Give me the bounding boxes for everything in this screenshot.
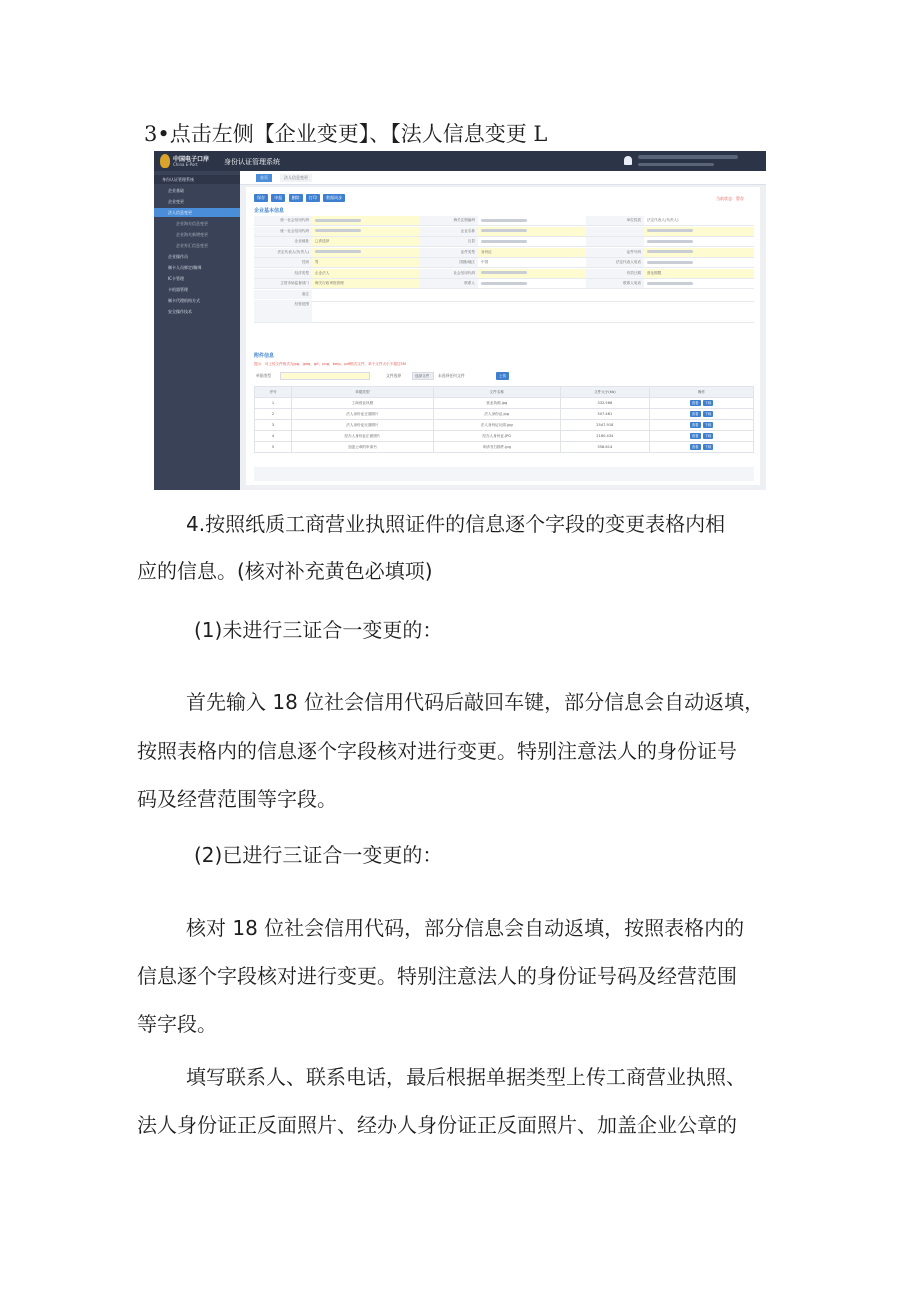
doc-type-label: 单据类型 (256, 373, 272, 378)
table-cell: 4 (255, 431, 292, 442)
step4-line1: 4.按照纸质工商营业执照证件的信息逐个字段的变更表格内相 (186, 512, 726, 536)
table-empty-area (254, 467, 754, 481)
logo-subtext: China E-Port (173, 162, 198, 167)
download-button[interactable]: 下载 (704, 445, 712, 449)
login-time-redacted (638, 163, 714, 166)
form-label: 法定代表人(负责人) (254, 248, 312, 257)
sidebar-item[interactable]: 身份认证管理系统 (154, 175, 240, 184)
main-content (246, 187, 760, 485)
step4-line2: 应的信息。(核对补充黄色必填项) (137, 559, 433, 583)
form-field[interactable] (312, 227, 420, 236)
form-field[interactable] (644, 248, 754, 257)
table-actions (650, 431, 754, 442)
form-field[interactable]: 中国 (481, 260, 489, 264)
eport-logo-icon (160, 154, 170, 168)
upload-row (254, 371, 754, 381)
case2-line1: 核对 18 位社会信用代码，部分信息会自动返填，按照表格内的 (186, 916, 745, 940)
sidebar-item[interactable]: 企业海关信息变更 (176, 221, 208, 226)
form-field[interactable]: 企业法人 (312, 269, 420, 278)
form-row (254, 216, 754, 226)
sidebar-item[interactable]: 企业外汇信息变更 (176, 243, 208, 248)
table-cell: 307.461 (560, 409, 649, 420)
logo-text: 中国电子口岸 (173, 156, 210, 163)
sidebar-item[interactable]: 制卡人员绑定/解绑 (168, 265, 202, 270)
redacted-value (481, 271, 527, 274)
sidebar-item[interactable]: 卡机器管理 (168, 287, 188, 292)
redacted-value (647, 282, 693, 285)
save-button[interactable]: 保存 (254, 194, 268, 202)
form-row (254, 248, 754, 258)
table-cell: 332.566 (560, 398, 649, 409)
form-label: 社会信用代码 (420, 269, 478, 278)
form-field[interactable]: 法定代表人(负责人) (647, 218, 679, 222)
fill-line2: 法人身份证正反面照片、经办人身份证正反面照片、加盖企业公章的 (137, 1113, 737, 1137)
form-label: 区县 (420, 237, 478, 246)
sidebar-item[interactable]: 制卡代理机构方式 (168, 298, 200, 303)
table-cell: 法人身份证.jpg (433, 409, 560, 420)
basic-info-title: 企业基本信息 (254, 208, 285, 214)
form-field[interactable] (644, 279, 754, 288)
tab-home[interactable]: 首页 (256, 174, 272, 182)
view-button[interactable]: 查看 (691, 434, 699, 438)
redacted-value (647, 229, 693, 232)
form-field[interactable] (312, 248, 420, 257)
sidebar-item[interactable]: 安全操作技术 (168, 309, 192, 314)
table-cell: 3 (255, 420, 292, 431)
table-cell: 2 (255, 409, 292, 420)
sidebar-item[interactable]: 企业操作员 (168, 254, 188, 259)
download-button[interactable]: 下载 (704, 401, 712, 405)
form-row (254, 300, 754, 323)
download-button[interactable]: 下载 (704, 434, 712, 438)
form-field[interactable]: 男 (312, 258, 420, 267)
form-label: 经营范围 (254, 300, 312, 322)
table-row (255, 409, 754, 420)
table-actions (650, 409, 754, 420)
table-cell: 工商营业执照 (292, 398, 434, 409)
table-actions (650, 398, 754, 409)
table-cell: 5 (255, 442, 292, 453)
upload-button[interactable]: 上传 (496, 372, 509, 380)
view-button[interactable]: 查看 (691, 445, 699, 449)
form-label: 企业地址 (254, 237, 312, 246)
redacted-value (481, 219, 527, 222)
form-label: 联系人 (420, 279, 478, 288)
fill-line1: 填写联系人、联系电话，最后根据单据类型上传工商营业执照、 (186, 1065, 746, 1089)
user-icon[interactable] (624, 156, 632, 165)
table-header-row (255, 387, 754, 398)
form-field[interactable] (478, 269, 586, 278)
sidebar-item[interactable]: 企业海关新增变更 (176, 232, 208, 237)
sidebar (154, 171, 240, 490)
form-field[interactable] (644, 258, 754, 267)
table-header-cell: 操作 (650, 387, 754, 398)
step3-heading: 3•点击左侧【企业变更】、【法人信息变更 L (144, 122, 548, 146)
table-cell: 法人身份证正面照片 (292, 409, 434, 420)
form-field[interactable] (644, 237, 754, 246)
form-label: 主管市场监督部门 (254, 279, 312, 288)
case1-line2: 按照表格内的信息逐个字段核对进行变更。特别注意法人的身份证号 (137, 739, 737, 763)
tab-legal-info-change[interactable]: 法人信息变更 (280, 174, 312, 182)
redacted-value (315, 250, 361, 253)
form-label: 备注 (254, 290, 312, 299)
table-header-cell: 单据类型 (292, 387, 434, 398)
form-field[interactable]: □请选择 (312, 237, 420, 246)
form-label: 联系人电话 (586, 279, 644, 288)
table-row (255, 431, 754, 442)
form-label (586, 227, 644, 236)
table-header-cell: 序号 (255, 387, 292, 398)
file-select-label: 文件选择 (386, 373, 402, 378)
form-row (254, 258, 754, 268)
form-field[interactable] (478, 216, 586, 225)
case1-heading: (1)未进行三证合一变更的： (194, 618, 443, 642)
form-field[interactable]: 营业期限 (644, 269, 754, 278)
choose-file-button[interactable]: 选择文件 (412, 372, 434, 380)
table-cell: 加盖公章的申请书 (292, 442, 434, 453)
table-cell: 法人身份证反面.jpg (433, 420, 560, 431)
view-button[interactable]: 查看 (691, 412, 699, 416)
view-button[interactable]: 查看 (691, 401, 699, 405)
download-button[interactable]: 下载 (704, 412, 712, 416)
status-note: 当前状态：暂存 (716, 196, 744, 201)
form-field[interactable]: 身份证 (478, 248, 586, 257)
form-label: 单位性质 (586, 216, 644, 225)
attachment-table (254, 386, 754, 453)
table-cell: 经办人身份证正面照片 (292, 431, 434, 442)
form-label: 海关注册编码 (420, 216, 478, 225)
sidebar-item[interactable]: 法人信息变更 (154, 208, 240, 217)
form-field[interactable]: 海关行政审批管理 (312, 279, 420, 288)
sync-button[interactable]: 数据同步 (323, 194, 345, 202)
system-title: 身份认证管理系统 (224, 158, 280, 166)
form-row (254, 279, 754, 289)
form-field[interactable] (644, 227, 754, 236)
sidebar-item[interactable]: 企业变更 (168, 199, 184, 204)
redacted-value (481, 240, 527, 243)
redacted-value (481, 229, 527, 232)
table-cell: 2160.434 (560, 431, 649, 442)
table-row (255, 442, 754, 453)
case2-line3: 等字段。 (137, 1012, 217, 1036)
table-header-cell: 文件大小(kb) (560, 387, 649, 398)
form-label: 证件类型 (420, 248, 478, 257)
form-label: 证件号码 (586, 248, 644, 257)
sidebar-item[interactable]: 企业基础 (168, 188, 184, 193)
table-cell: 358.614 (560, 442, 649, 453)
table-cell: 营业执照.jpg (433, 398, 560, 409)
app-header (154, 151, 766, 171)
upload-note: 提示：可上传文件格式为jpg、jpeg、gif、png、bmp、pdf格式文件，单个文件大小不超过5M (254, 362, 406, 366)
redacted-value (315, 229, 361, 232)
table-cell: 经办人身份证.JPG (433, 431, 560, 442)
case1-line1: 首先输入 18 位社会信用代码后敲回车键，部分信息会自动返填， (186, 690, 765, 714)
case2-line2: 信息逐个字段核对进行变更。特别注意法人的身份证号码及经营范围 (137, 964, 737, 988)
table-row (255, 398, 754, 409)
redacted-value (315, 219, 361, 222)
form-row (254, 237, 754, 247)
table-cell: 法人身份证反面照片 (292, 420, 434, 431)
form-label: 经济类型 (254, 269, 312, 278)
form-label: 国籍/地区 (420, 258, 478, 267)
table-row (255, 420, 754, 431)
form-field[interactable] (312, 216, 420, 225)
form-field[interactable] (478, 279, 586, 288)
form-field[interactable] (478, 237, 586, 246)
download-button[interactable]: 下载 (704, 423, 712, 427)
redacted-value (647, 240, 693, 243)
table-actions (650, 420, 754, 431)
case2-heading: (2)已进行三证合一变更的： (194, 843, 443, 867)
user-info-redacted (638, 155, 738, 159)
form-label: 法定代表人电话 (586, 258, 644, 267)
view-button[interactable]: 查看 (691, 423, 699, 427)
delete-button[interactable]: 删除 (289, 194, 303, 202)
attachment-title: 附件信息 (254, 353, 275, 359)
form-row (254, 269, 754, 279)
form-label: 统一社会信用代码 (254, 227, 312, 236)
form-field[interactable] (478, 227, 586, 236)
print-button[interactable]: 打印 (306, 194, 320, 202)
form-label: 企业名称 (420, 227, 478, 236)
redacted-value (481, 282, 527, 285)
form-field[interactable] (312, 290, 754, 299)
sidebar-item[interactable]: IC卡管理 (168, 276, 184, 281)
table-body (255, 398, 754, 453)
form-row (254, 227, 754, 237)
toolbar (254, 194, 347, 202)
table-cell: 1 (255, 398, 292, 409)
table-header-cell: 文件名称 (433, 387, 560, 398)
embedded-system-screenshot (154, 151, 766, 490)
form-label: 性别 (254, 258, 312, 267)
table-cell: 申请书扫描件.jpg (433, 442, 560, 453)
no-file-text: 未选择任何文件 (438, 373, 465, 378)
table-cell: 2547.918 (560, 420, 649, 431)
table-actions (650, 442, 754, 453)
tab-bar (240, 171, 766, 185)
declare-button[interactable]: 申报 (271, 194, 285, 202)
doc-type-select[interactable] (280, 372, 370, 380)
form-field[interactable] (312, 300, 754, 322)
redacted-value (647, 261, 693, 264)
form-label (586, 237, 644, 246)
case1-line3: 码及经营范围等字段。 (137, 787, 337, 811)
redacted-value (647, 250, 693, 253)
form-label: 有效日期 (586, 269, 644, 278)
form-label: 统一社会信用代码 (254, 216, 312, 225)
